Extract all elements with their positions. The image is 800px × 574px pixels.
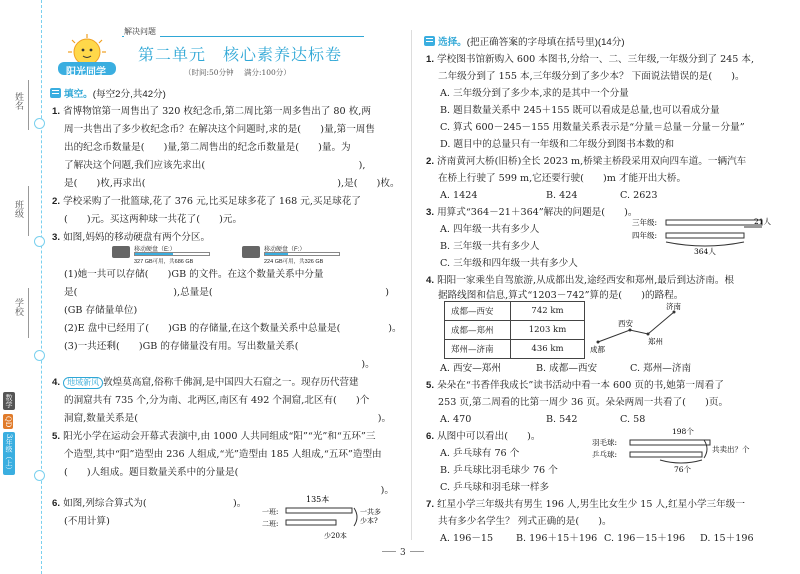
sunshine-logo (54, 32, 120, 78)
diagram-diff-label: 少20本 (324, 532, 347, 540)
section-icon (424, 36, 435, 46)
logo-text: 阳光同学 (66, 67, 106, 78)
route-map (590, 300, 710, 360)
page-number: 3 (378, 548, 428, 558)
question-text: 洞窟,数量关系是( )。 (64, 413, 392, 424)
question-text: ( )人组成。题目数量关系中的分量是( (64, 467, 383, 478)
question-text: 出的纪念币数量是( )量,第二周售出的纪念币数量是( )量。为 (64, 142, 351, 153)
disk-f-usage-bar (265, 253, 288, 255)
question-text: 253 页,第二周看的比第一周少 36 页。朵朵两周一共看了( )页。 (438, 397, 729, 408)
question-text: 朵朵在“书香伴我成长”读书活动中看一本 600 页的书,她第一周看了 (437, 380, 724, 391)
question-number: 2. (52, 196, 61, 207)
question-text: (不用计算) (64, 516, 110, 527)
class-label: 班级 (13, 200, 23, 218)
name-underline (28, 80, 29, 130)
option-c: C. 196－15＋196 (604, 533, 686, 544)
question-text: 阳阳一家乘坐自驾旅游,从成都出发,途经西安和郑州,最后到达济南。根 (437, 275, 735, 286)
question-number: 4. (426, 275, 435, 286)
bar-diagram-c6 (590, 424, 790, 476)
route-cell: 成都—西安 (445, 302, 511, 321)
subject-tag: 数学 (5, 394, 13, 408)
school-underline (28, 288, 29, 338)
question-number: 4. (52, 377, 61, 388)
question-text: 学校采购了一批篮球,花了 376 元,比买足球多花了 168 元,买足球花了 (63, 196, 361, 207)
bar-diagram-c3 (630, 214, 780, 256)
time-limit: （时间:50分钟 (184, 68, 234, 77)
binding-hole (34, 350, 45, 361)
full-score: 满分:100分） (243, 68, 291, 77)
route-cell: 成都—郑州 (445, 321, 511, 340)
question-text: 周一共售出了多少枚纪念币？在解决这个问题时,求的是( )量,第一周售 (64, 124, 375, 135)
disk-e-widget (112, 244, 212, 266)
header-label: 解决问题 (124, 26, 160, 37)
question-text: (2)E 盘中已经用了( )GB 的存储量,在这个数量关系中总量是( )。 (64, 323, 402, 334)
map-city-label: 成都 (590, 345, 605, 354)
diagram-row-label: 一班: (262, 508, 279, 516)
option-a: A. 470 (440, 414, 472, 425)
map-city-label: 西安 (618, 319, 633, 328)
section-title: 选择。 (438, 37, 467, 48)
binding-margin (0, 0, 42, 574)
table-row (445, 302, 585, 321)
name-label: 姓名 (13, 92, 23, 110)
page-title: 第二单元 核心素养达标卷 (138, 47, 343, 64)
section-note: (每空2分,共42分) (92, 89, 166, 100)
binding-hole (34, 236, 45, 247)
question-text: 学校图书馆新购入 600 本图书,分给一、二、三年级,一年级分到了 245 本, (437, 54, 755, 65)
section-note: (把正确答案的字母填在括号里)(14分) (466, 37, 625, 48)
disk-f-widget (242, 244, 342, 266)
question-text: )。 (64, 359, 375, 370)
question-text: 二年级分到了 155 本,三年级分到了多少本？ 下面说法错误的是( )。 (438, 71, 745, 82)
option-c: C. 58 (620, 414, 646, 425)
question-text: 个造型,其中“阳”造型由 236 人组成,“光”造型由 185 人组成,“五环”造型由 (64, 449, 382, 460)
question-text: 省博物馆第一周售出了 320 枚纪念币,第二周比第一周多售出了 80 枚,两 (63, 106, 371, 117)
option-b: B. 题目数量关系中 245＋155 既可以看成是总量,也可以看成分量 (440, 105, 720, 116)
map-city-label: 济南 (666, 302, 681, 311)
diagram-diff-label: 76个 (674, 465, 692, 474)
question-text: 从图中可以看出( )。 (437, 431, 541, 442)
question-text: 如图,列综合算式为( )。 (63, 498, 247, 509)
question-number: 5. (52, 431, 61, 442)
question-text: 据路线图和信息,算式“1203－742”算的是( )的路程。 (438, 290, 684, 301)
hard-drive-icon (242, 246, 260, 258)
option-b: B. 542 (546, 414, 578, 425)
section-choice (424, 36, 625, 49)
question-text: 济南黄河大桥(旧桥)全长 2023 m,桥梁主桥段采用双向四车道。一辆汽车 (437, 156, 747, 167)
option-a: A. 1424 (440, 190, 478, 201)
option-a: A. 三年级分到了多少本,求的是其中一个分量 (440, 88, 629, 99)
diagram-row-label: 三年级: (632, 218, 658, 227)
diagram-total-label: 198个 (672, 427, 694, 436)
diagram-question: 少本? (360, 517, 378, 525)
question-number: 2. (426, 156, 435, 167)
option-d: D. 15＋196 (700, 533, 754, 544)
distance-cell: 436 km (511, 340, 585, 359)
diagram-row-label: 羽毛球: (592, 438, 618, 447)
diagram-total-label: 364人 (694, 247, 716, 256)
question-text: (1)她一共可以存储( )GB 的文件。在这个数量关系中分量 (64, 269, 324, 280)
disk-f-info: 224 GB可用，共326 GB (264, 259, 324, 265)
school-label: 学校 (13, 298, 23, 316)
option-c: C. 三年级和四年级一共有多少人 (440, 258, 578, 269)
diagram-question: 共卖出？个 (712, 445, 750, 454)
option-a: A. 196－15 (440, 533, 494, 544)
disk-e-usage-bar (135, 253, 173, 255)
class-underline (28, 186, 29, 236)
disk-f-label: 移动硬盘（F:） (264, 247, 306, 253)
question-text: 敦煌莫高窟,俗称千佛洞,是中国四大石窟之一。现存历代营建 (103, 377, 359, 388)
column-divider (411, 30, 412, 540)
table-row (445, 340, 585, 359)
hard-drive-icon (112, 246, 130, 258)
question-number: 6. (52, 498, 61, 509)
diagram-row-label: 二班: (262, 520, 279, 528)
option-b: B. 三年级一共有多少人 (440, 241, 540, 252)
question-text: (3)一共还剩( )GB 的存储量没有用。写出数量关系( (64, 341, 395, 352)
map-city-label: 郑州 (648, 337, 663, 346)
distance-cell: 1203 km (511, 321, 585, 340)
diagram-total-label: 135本 (306, 495, 330, 504)
question-text: 的洞窟共有 735 个,分为南、北两区,南区有 492 个洞窟,北区有( )个 (64, 395, 370, 406)
question-number: 5. (426, 380, 435, 391)
time-score-line (184, 67, 291, 78)
option-c: C. 乒乓球和羽毛球一样多 (440, 482, 550, 493)
option-a: A. 四年级一共有多少人 (440, 224, 540, 235)
option-c: C. 郑州—济南 (630, 363, 692, 374)
option-a: A. 西安—郑州 (440, 363, 501, 374)
diagram-diff-label: 21人 (754, 217, 772, 226)
question-text: 在桥上行驶了 599 m,它还要行驶( )m 才能开出大桥。 (438, 173, 687, 184)
section-title: 填空。 (64, 89, 93, 100)
section-fill-blank (50, 88, 166, 101)
option-b: B. 成都—西安 (536, 363, 598, 374)
option-c: C. 算式 600－245－155 用数量关系表示是“分量＝总量－分量－分量” (440, 122, 745, 133)
question-number: 6. (426, 431, 435, 442)
question-text: 是( ),总量是( ) (64, 287, 390, 298)
question-text: 共有多少名学生？ 列式正确的是( )。 (438, 516, 612, 527)
edition-tag: QD (4, 416, 12, 428)
question-number: 3. (52, 232, 61, 243)
table-row (445, 321, 585, 340)
route-cell: 郑州—济南 (445, 340, 511, 359)
question-number: 1. (52, 106, 61, 117)
question-text: 了解决这个问题,我们应该先求出( ), (64, 160, 366, 171)
binding-hole (34, 118, 45, 129)
option-d: D. 题目中的总量只有一年级和二年级分到图书本数的和 (440, 139, 675, 150)
disk-e-info: 327 GB可用，共686 GB (134, 259, 194, 265)
option-b: B. 196＋15＋196 (516, 533, 598, 544)
question-text: )。 (64, 485, 394, 496)
regional-tag: 地域新风 (63, 377, 103, 389)
option-b: B. 乒乓球比羽毛球少 76 个 (440, 465, 558, 476)
option-b: B. 424 (546, 190, 578, 201)
question-text: 是( )枚,再求出( ),是( )枚。 (64, 178, 400, 189)
diagram-question: 一共多 (360, 508, 381, 516)
route-distance-table (444, 301, 585, 359)
question-text: 用算式“364－21＋364”解决的问题是( )。 (437, 207, 638, 218)
diagram-row-label: 四年级: (632, 231, 658, 240)
question-text: (GB 存储量单位) (64, 305, 138, 316)
bar-diagram-q6 (262, 492, 382, 542)
question-text: ( )元。买这两种球一共花了( )元。 (64, 214, 243, 225)
option-c: C. 2623 (620, 190, 658, 201)
distance-cell: 742 km (511, 302, 585, 321)
diagram-row-label: 乒乓球: (592, 450, 618, 459)
binding-hole (34, 470, 45, 481)
section-icon (50, 88, 61, 98)
option-a: A. 乒乓球有 76 个 (440, 448, 520, 459)
question-text: 红星小学三年级共有男生 196 人,男生比女生少 15 人,红星小学三年级一 (437, 499, 745, 510)
question-number: 1. (426, 54, 435, 65)
question-number: 7. (426, 499, 435, 510)
question-text: 如图,妈妈的移动硬盘有两个分区。 (63, 232, 211, 243)
disk-e-label: 移动硬盘（E:） (134, 247, 176, 253)
question-number: 3. (426, 207, 435, 218)
question-text: 阳光小学在运动会开幕式表演中,由 1000 人共同组成“阳”“光”和“五环”三 (63, 431, 376, 442)
grade-tag: 3年级（上） (5, 434, 13, 474)
